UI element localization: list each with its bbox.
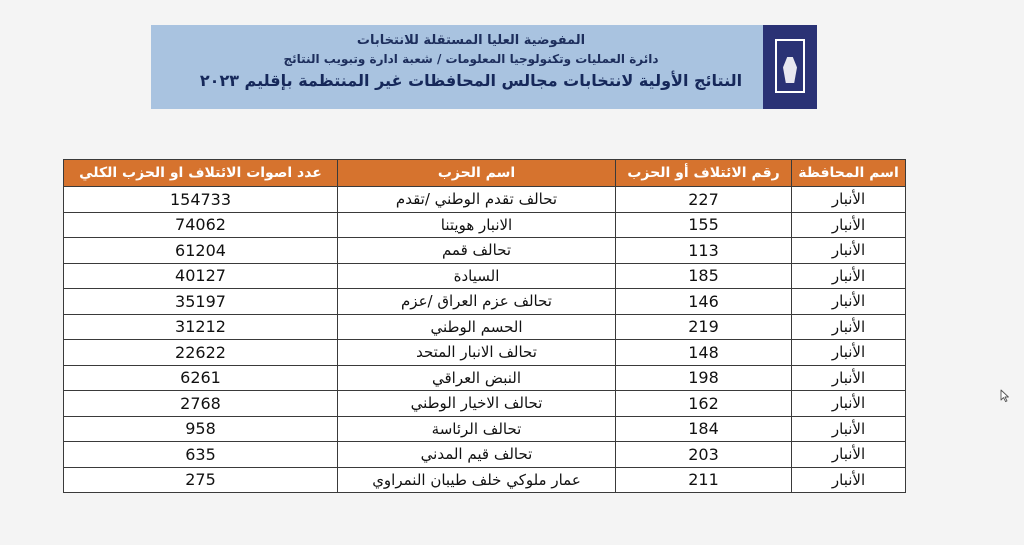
cell-party-name: السيادة (338, 263, 616, 289)
table-row (64, 289, 906, 315)
cell-province: الأنبار (792, 238, 906, 264)
cell-province: الأنبار (792, 314, 906, 340)
header-party-number: رقم الائتلاف أو الحزب (616, 160, 792, 187)
cell-party-name: تحالف الاخيار الوطني (338, 391, 616, 417)
cell-votes: 40127 (64, 263, 338, 289)
cell-party-name: تحالف الانبار المتحد (338, 340, 616, 366)
cell-province: الأنبار (792, 263, 906, 289)
cell-votes: 22622 (64, 340, 338, 366)
cell-province: الأنبار (792, 365, 906, 391)
header-votes: عدد اصوات الائتلاف او الحزب الكلي (64, 160, 338, 187)
cell-party-number: 113 (616, 238, 792, 264)
header-row (64, 160, 906, 187)
cell-province: الأنبار (792, 212, 906, 238)
table-row (64, 365, 906, 391)
cell-province: الأنبار (792, 340, 906, 366)
header-banner (151, 25, 817, 109)
cell-party-number: 162 (616, 391, 792, 417)
cell-votes: 35197 (64, 289, 338, 315)
cell-votes: 275 (64, 467, 338, 493)
table-row (64, 238, 906, 264)
mouse-pointer-icon (1000, 389, 1010, 403)
header-party-name: اسم الحزب (338, 160, 616, 187)
cell-votes: 6261 (64, 365, 338, 391)
table-row (64, 467, 906, 493)
cell-party-number: 184 (616, 416, 792, 442)
results-table (63, 159, 906, 493)
banner-text (191, 31, 751, 94)
cell-party-number: 146 (616, 289, 792, 315)
cell-province: الأنبار (792, 187, 906, 213)
cell-party-number: 185 (616, 263, 792, 289)
cell-party-name: تحالف تقدم الوطني /تقدم (338, 187, 616, 213)
document-title: النتائج الأولية لانتخابات مجالس المحافظات غير المنتظمة بإقليم ٢٠٢٣ (199, 71, 743, 90)
table-row (64, 187, 906, 213)
table-row (64, 340, 906, 366)
cell-party-name: تحالف قيم المدني (338, 442, 616, 468)
cell-votes: 31212 (64, 314, 338, 340)
cell-votes: 154733 (64, 187, 338, 213)
cell-province: الأنبار (792, 442, 906, 468)
cell-party-name: تحالف عزم العراق /عزم (338, 289, 616, 315)
cell-party-name: تحالف الرئاسة (338, 416, 616, 442)
cell-party-number: 227 (616, 187, 792, 213)
cell-province: الأنبار (792, 391, 906, 417)
department-name: دائرة العمليات وتكنولوجيا المعلومات / شعبة ادارة وتبويب النتائج (283, 52, 659, 66)
cell-votes: 958 (64, 416, 338, 442)
cell-province: الأنبار (792, 289, 906, 315)
commission-name: المفوضية العليا المستقلة للانتخابات (356, 33, 586, 48)
table-row (64, 416, 906, 442)
cell-party-number: 219 (616, 314, 792, 340)
cell-votes: 61204 (64, 238, 338, 264)
cell-party-name: عمار ملوكي خلف طيبان النمراوي (338, 467, 616, 493)
cell-party-number: 198 (616, 365, 792, 391)
cell-party-number: 203 (616, 442, 792, 468)
cell-party-name: تحالف قمم (338, 238, 616, 264)
cell-party-number: 148 (616, 340, 792, 366)
cell-votes: 74062 (64, 212, 338, 238)
table-row (64, 314, 906, 340)
table-row (64, 391, 906, 417)
cell-party-name: الانبار هويتنا (338, 212, 616, 238)
cell-party-name: الحسم الوطني (338, 314, 616, 340)
cell-province: الأنبار (792, 467, 906, 493)
cell-province: الأنبار (792, 416, 906, 442)
cell-party-number: 155 (616, 212, 792, 238)
cell-party-name: النبض العراقي (338, 365, 616, 391)
table-row (64, 263, 906, 289)
cell-votes: 635 (64, 442, 338, 468)
header-province: اسم المحافظة (792, 160, 906, 187)
table-row (64, 212, 906, 238)
ihec-logo-icon (763, 25, 817, 109)
cell-votes: 2768 (64, 391, 338, 417)
table-row (64, 442, 906, 468)
cell-party-number: 211 (616, 467, 792, 493)
